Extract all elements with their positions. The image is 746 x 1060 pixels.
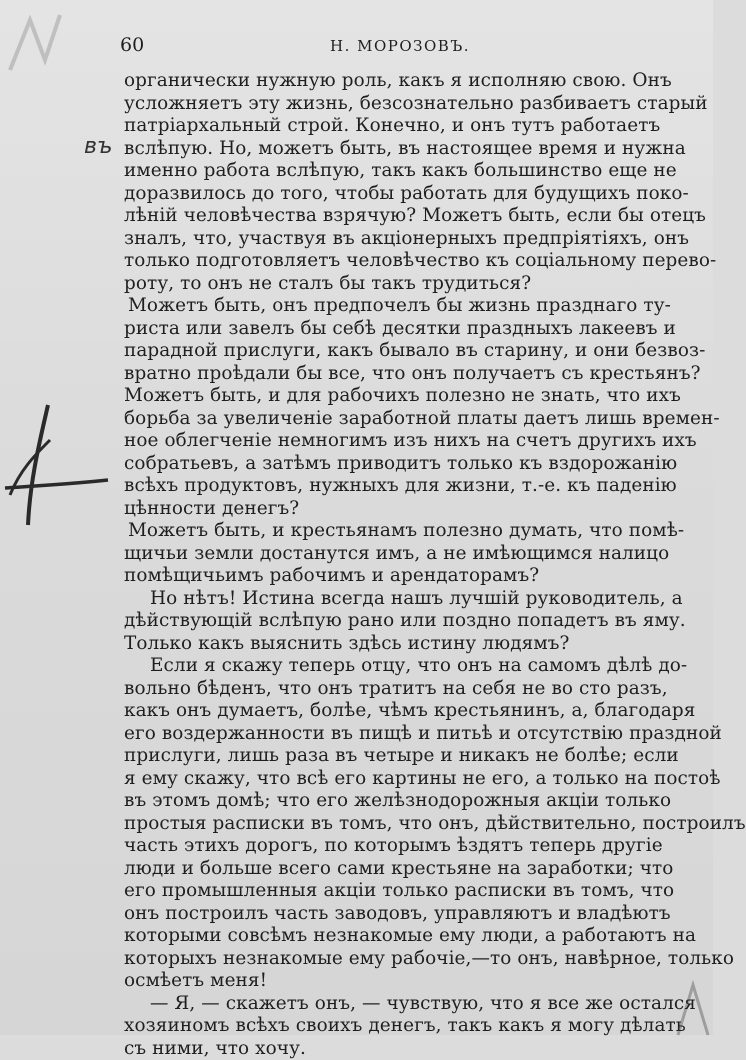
text-line: онъ построилъ часть заводовъ, управляютъ и владѣютъ [124,903,640,926]
text-line: — Я, — скажетъ онъ, — чувствую, что я все же остался [124,993,640,1016]
text-line: парадной прислуги, какъ бывало въ старину, и они безвоз- [124,340,640,363]
text-line: въ этомъ домѣ; что его желѣзнодорожныя акціи только [124,790,640,813]
text-line: дѣйствующій вслѣпую рано или поздно попадетъ въ яму. [124,610,640,633]
text-line: я ему скажу, что всѣ его картины не его, а только на постоѣ [124,768,640,791]
text-line: Если я скажу теперь отцу, что онъ на самомъ дѣлѣ до- [124,655,640,678]
text-line: всѣхъ продуктовъ, нужныхъ для жизни, т.-е. къ паденію [124,475,640,498]
text-line: цѣнности денегъ? [124,498,640,521]
margin-note-vo: въ [84,134,113,159]
text-line: Только какъ выяснить здѣсь истину людямъ? [124,633,640,656]
text-line: люди и больше всего сами крестьяне на заработки; что [124,858,640,881]
text-line: помѣщичьимъ рабочимъ и арендаторамъ? [124,565,640,588]
text-line: усложняетъ эту жизнь, безсознательно разбиваетъ старый [124,93,640,116]
text-line: только подготовляетъ человѣчество къ соціальному перево- [124,250,640,273]
text-line: щичьи земли достанутся имъ, а не имѣющимся налицо [124,543,640,566]
text-line: его промышленныя акціи только расписки въ томъ, что [124,880,640,903]
text-line: прислуги, лишь раза въ четыре и никакъ не болѣе; если [124,745,640,768]
margin-scribble-mark [0,400,110,530]
text-line: именно работа вслѣпую, такъ какъ большинство еще не [124,160,640,183]
text-line: съ ними, что хочу. [124,1038,640,1060]
text-line: хозяиномъ всѣхъ своихъ денегъ, такъ какъ я могу дѣлать [124,1015,640,1038]
text-line: зналъ, что, участвуя въ акціонерныхъ предпріятіяхъ, онъ [124,228,640,251]
text-line: Можетъ быть, и крестьянамъ полезно думать, что помѣ- [124,520,640,543]
text-line: лѣній человѣчества взрячую? Можетъ быть, если бы отецъ [124,205,640,228]
text-line: осмѣетъ меня! [124,970,640,993]
text-line: которыхъ незнакомые ему рабочіе,—то онъ, навѣрное, только [124,948,640,971]
text-line: патріархальный строй. Конечно, и онъ тутъ работаетъ [124,115,640,138]
text-line: ное облегченіе немногимъ изъ нихъ на счетъ другихъ ихъ [124,430,640,453]
corner-edge-mark [643,975,713,1035]
text-line: вратно проѣдали бы все, что онъ получаетъ съ крестьянъ? [124,363,640,386]
text-line: вслѣпую. Но, можетъ быть, въ настоящее время и нужна [124,138,640,161]
corner-stain-mark [0,0,90,90]
text-line: Можетъ быть, онъ предпочелъ бы жизнь празднаго ту- [124,295,640,318]
body-text [124,70,640,1060]
text-line: собратьевъ, а затѣмъ приводитъ только къ вздорожанію [124,453,640,476]
text-line: роту, то онъ не сталъ бы такъ трудиться? [124,273,640,296]
text-line: органически нужную роль, какъ я исполняю свою. Онъ [124,70,640,93]
text-line: простыя расписки въ томъ, что онъ, дѣйствительно, построилъ [124,813,640,836]
text-line: борьба за увеличеніе заработной платы даетъ лишь времен- [124,408,640,431]
page-header [120,34,640,58]
text-line: риста или завелъ бы себѣ десятки праздныхъ лакеевъ и [124,318,640,341]
page-number: 60 [120,34,144,56]
text-line: вольно бѣденъ, что онъ тратитъ на себя не во сто разъ, [124,678,640,701]
text-line: его воздержанности въ пищѣ и питьѣ и отсутствію праздной [124,723,640,746]
text-line: которыми совсѣмъ незнакомые ему люди, а работаютъ на [124,925,640,948]
text-line: какъ онъ думаетъ, болѣе, чѣмъ крестьянинъ, а, благодаря [124,700,640,723]
text-line: доразвилось до того, чтобы работать для будущихъ поко- [124,183,640,206]
text-line: Можетъ быть, и для рабочихъ полезно не знать, что ихъ [124,385,640,408]
text-line: часть этихъ дорогъ, по которымъ ѣздятъ теперь другіе [124,835,640,858]
text-line: Но нѣтъ! Истина всегда нашъ лучшій руководитель, а [124,588,640,611]
running-head: Н. МОРОЗОВЪ. [330,37,470,55]
